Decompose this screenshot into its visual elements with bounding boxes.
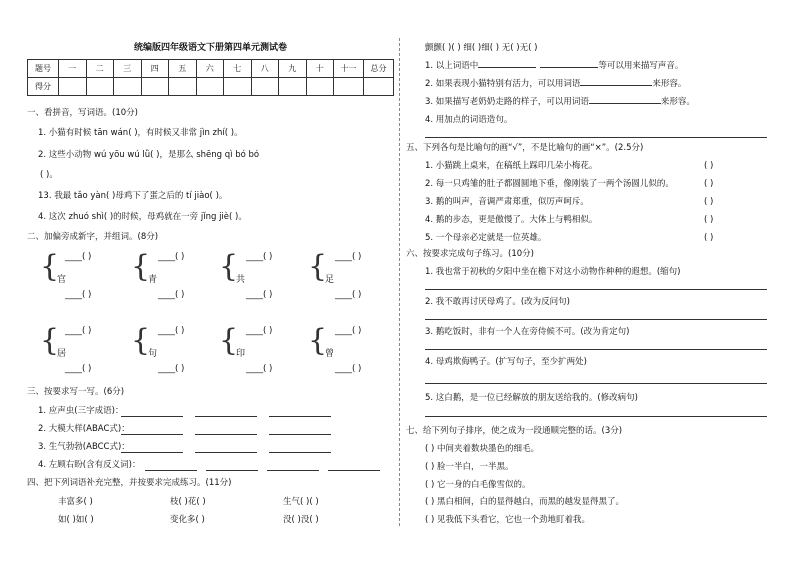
exam-title: 统编版四年级语文下册第四单元测试卷: [134, 43, 288, 53]
score-input-cell[interactable]: [306, 78, 334, 96]
s7-item-1[interactable]: ( ) 中间夹着数块墨色的细毛。: [425, 444, 540, 454]
answer-line[interactable]: [267, 470, 319, 471]
score-header-cell: 四: [141, 60, 169, 78]
radical-char: 印: [236, 349, 246, 359]
r-top-q1: [425, 61, 683, 72]
s7-item-5[interactable]: ( ) 见我低下头看它，它也一个劲地盯着我。: [425, 515, 591, 525]
score-header-cell: 七: [224, 60, 252, 78]
answer-line[interactable]: [121, 434, 183, 435]
answer-line[interactable]: [269, 416, 331, 417]
brace-icon: {: [40, 323, 60, 358]
radical-char: 青: [148, 275, 158, 285]
brace-icon: {: [131, 249, 151, 284]
answer-line[interactable]: [425, 383, 767, 384]
score-input-cell[interactable]: [334, 78, 364, 96]
s5-item-1: 1. 小猫跳上桌来，在稿纸上踩印几朵小梅花。: [425, 161, 598, 171]
blank-pair[interactable]: ____( ): [65, 290, 92, 300]
s7-item-3[interactable]: ( ) 它一身的白毛像雪似的。: [425, 480, 531, 490]
s5-answer-paren[interactable]: ( ): [704, 179, 714, 189]
score-header-cell: 九: [279, 60, 307, 78]
score-header-cell: 总分: [364, 60, 394, 78]
score-header-cell: 十一: [334, 60, 364, 78]
s5-item-4: 4. 鹅的步态，更是傲慢了。大体上与鸭相似。: [425, 215, 598, 225]
s1-question-1: 1. 小猫有时候 tān wán( )，有时候又非常 jìn zhí( )。: [38, 128, 243, 138]
blank-pair[interactable]: ____( ): [158, 326, 185, 336]
s1-question-3: 13. 我最 tǎo yàn( )母鸡下了蛋之后的 tí jiào( )。: [38, 191, 228, 201]
s4-word-2[interactable]: 枝( )花( ): [170, 497, 206, 507]
blank-pair[interactable]: ____( ): [246, 326, 273, 336]
brace-icon: {: [308, 323, 328, 358]
score-header-cell: 一: [59, 60, 87, 78]
score-table: [27, 59, 394, 96]
s3-item-1: 1. 应声虫(三字成语)：: [38, 406, 124, 416]
column-divider: [399, 38, 400, 526]
blank-pair[interactable]: ____( ): [335, 326, 362, 336]
r-top-q2-suffix: 来形容。: [652, 79, 687, 89]
s4-word-6[interactable]: 没( )没( ): [283, 515, 319, 525]
s6-item-2: 2. 我不敢再讨厌母鸡了。(改为反问句): [425, 297, 570, 307]
score-table-score-row: [28, 78, 394, 96]
answer-line[interactable]: [206, 470, 258, 471]
score-header-cell: 十: [306, 60, 334, 78]
s3-item-3: 3. 生气勃勃(ABCC式)：: [38, 442, 130, 452]
blank-pair[interactable]: ____( ): [65, 326, 92, 336]
answer-line[interactable]: [195, 452, 257, 453]
section-2-heading: 二、加偏旁成新字，并组词。(8分): [27, 232, 159, 242]
s4-word-1[interactable]: 丰富多( ): [58, 497, 93, 507]
s4-word-3[interactable]: 生气( )( ): [283, 497, 319, 507]
brace-icon: {: [219, 323, 239, 358]
blank-pair[interactable]: ____( ): [65, 364, 92, 374]
section-1-heading: 一、看拼音，写词语。(10分): [27, 108, 138, 118]
s3-item-2: 2. 大模大样(ABAC式)：: [38, 424, 130, 434]
answer-line[interactable]: [195, 434, 257, 435]
score-row-label: 得分: [28, 78, 59, 96]
score-header-cell: 三: [114, 60, 142, 78]
answer-line[interactable]: [121, 416, 183, 417]
section-4-heading: 四、把下列词语补充完整，并按要求完成练习。(11分): [27, 478, 232, 488]
score-header-cell: 五: [169, 60, 197, 78]
r-top-q2: [425, 79, 686, 90]
r-top-q3-text: 3. 如果描写老奶奶走路的样子，可以用词语: [425, 97, 589, 107]
section-7-heading: 七、给下列句子排序，使之成为一段通顺完整的话。(3分): [406, 426, 623, 436]
answer-blank[interactable]: [540, 67, 598, 68]
score-header-cell: 二: [86, 60, 114, 78]
score-header-cell: 六: [196, 60, 224, 78]
s5-item-3: 3. 鹅的叫声，音调严肃郑重，似厉声呵斥。: [425, 197, 589, 207]
s1-question-2: 2. 这些小动物 wú yōu wú lǜ( )，是那么 shēng qì bó bó: [38, 150, 260, 160]
blank-pair[interactable]: ____( ): [335, 290, 362, 300]
r-top-q3: [425, 97, 695, 108]
s4-word-5[interactable]: 变化多( ): [170, 515, 205, 525]
blank-pair[interactable]: ____( ): [158, 364, 185, 374]
answer-blank[interactable]: [478, 67, 536, 68]
answer-line[interactable]: [328, 470, 380, 471]
radical-char: 官: [57, 275, 67, 285]
blank-pair[interactable]: ____( ): [246, 252, 273, 262]
answer-line[interactable]: [425, 137, 767, 138]
radical-char: 居: [57, 349, 67, 359]
answer-line[interactable]: [425, 349, 767, 350]
score-input-cell[interactable]: [141, 78, 169, 96]
section-6-heading: 六、按要求完成句子练习。(10分): [406, 249, 534, 259]
s5-answer-paren[interactable]: ( ): [704, 197, 714, 207]
answer-line[interactable]: [145, 470, 197, 471]
brace-icon: {: [219, 249, 239, 284]
score-header-cell: 题号: [28, 60, 59, 78]
radical-char: 足: [325, 275, 335, 285]
s4-word-4[interactable]: 如( )如( ): [58, 515, 94, 525]
radical-char: 共: [236, 275, 246, 285]
r-top-words[interactable]: 颤颤( )( ) 细( )细( ) 无( )无( ): [425, 43, 538, 53]
answer-line[interactable]: [269, 452, 331, 453]
r-top-q3-suffix: 来形容。: [660, 97, 695, 107]
blank-pair[interactable]: ____( ): [335, 364, 362, 374]
score-input-cell[interactable]: [196, 78, 224, 96]
blank-pair[interactable]: ____( ): [246, 290, 273, 300]
score-input-cell[interactable]: [114, 78, 142, 96]
s1-question-2-cont: ( )。: [40, 170, 58, 180]
answer-line[interactable]: [425, 319, 767, 320]
r-top-q2-text: 2. 如果表现小猫特别有活力，可以用词语: [425, 79, 581, 89]
score-header-cell: 八: [251, 60, 279, 78]
s7-item-4[interactable]: ( ) 黑白相间，白的显得越白，而黑的越发显得黑了。: [425, 497, 625, 507]
score-input-cell[interactable]: [364, 78, 394, 96]
s6-item-3: 3. 鹅吃饭时，非有一个人在旁侍候不可。(改为肯定句): [425, 327, 630, 337]
s1-question-4: 4. 这次 zhuó shì( )的时候，母鸡就在一旁 jǐng jiè( )。: [38, 212, 247, 222]
s3-item-4: 4. 左顾右盼(含有反义词)：: [38, 460, 141, 470]
blank-pair[interactable]: ____( ): [335, 252, 362, 262]
answer-line[interactable]: [425, 416, 767, 417]
answer-blank[interactable]: [589, 103, 661, 104]
score-input-cell[interactable]: [224, 78, 252, 96]
s5-answer-paren[interactable]: ( ): [704, 161, 714, 171]
answer-line[interactable]: [425, 289, 767, 290]
score-input-cell[interactable]: [251, 78, 279, 96]
score-input-cell[interactable]: [279, 78, 307, 96]
section-5-heading: 五、下列各句是比喻句的画“√”，不是比喻句的画“×”。(2.5分): [406, 143, 644, 153]
blank-pair[interactable]: ____( ): [65, 252, 92, 262]
score-input-cell[interactable]: [59, 78, 87, 96]
blank-pair[interactable]: ____( ): [246, 364, 273, 374]
s5-answer-paren[interactable]: ( ): [704, 233, 714, 243]
s7-item-2[interactable]: ( ) 脸一半白，一半黑。: [425, 462, 514, 472]
blank-pair[interactable]: ____( ): [158, 252, 185, 262]
radical-char: 曾: [325, 349, 335, 359]
blank-pair[interactable]: ____( ): [158, 290, 185, 300]
radical-char: 句: [148, 349, 158, 359]
r-top-q1-suffix: 等可以用来描写声音。: [598, 61, 684, 71]
brace-icon: {: [40, 249, 60, 284]
brace-icon: {: [131, 323, 151, 358]
answer-blank[interactable]: [580, 85, 652, 86]
answer-line[interactable]: [269, 434, 331, 435]
s6-item-5: 5. 这白鹅，是一位已经解放的朋友送给我的。(修改病句): [425, 393, 638, 403]
score-table-header-row: [28, 60, 394, 78]
section-3-heading: 三、按要求写一写。(6分): [27, 387, 125, 397]
score-input-cell[interactable]: [169, 78, 197, 96]
s6-item-4: 4. 母鸡欺侮鸭子。(扩写句子，至少扩两处): [425, 357, 587, 367]
score-input-cell[interactable]: [86, 78, 114, 96]
s5-item-5: 5. 一个母亲必定就是一位英雄。: [425, 233, 547, 243]
s5-item-2: 2. 每一只鸡雏的肚子都圆圆地下垂，像刚装了一两个汤圆儿似的。: [425, 179, 674, 189]
answer-line[interactable]: [121, 452, 183, 453]
s5-answer-paren[interactable]: ( ): [704, 215, 714, 225]
s6-item-1: 1. 我也常于初秋的夕阳中坐在檐下对这小动物作种种的遐想。(缩句): [425, 267, 681, 277]
brace-icon: {: [308, 249, 328, 284]
r-top-q1-text: 1. 以上词语中: [425, 61, 479, 71]
r-top-q4: 4. 用加点的词语造句。: [425, 115, 513, 125]
answer-line[interactable]: [195, 416, 257, 417]
